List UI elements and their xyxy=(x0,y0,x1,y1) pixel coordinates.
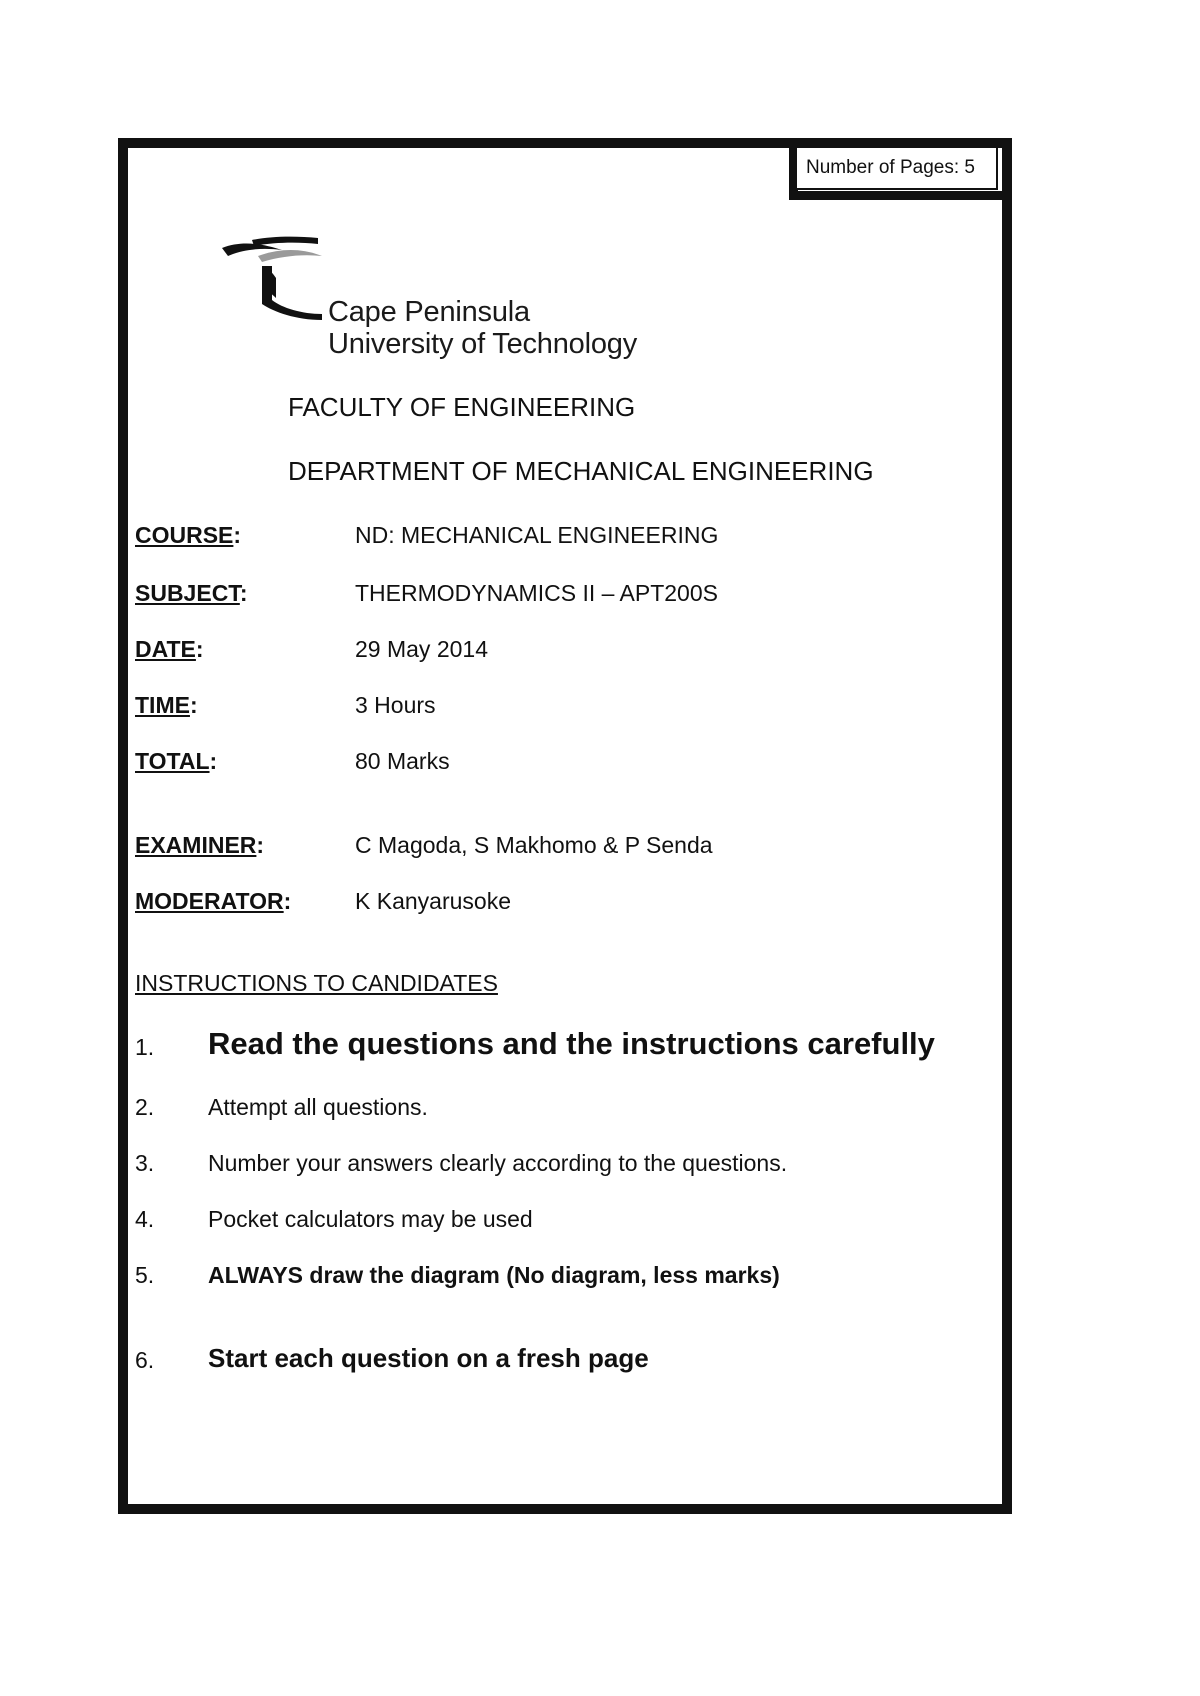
instruction-text: Pocket calculators may be used xyxy=(208,1206,533,1232)
logo-emblem-icon xyxy=(222,236,332,336)
logo-text-line2: University of Technology xyxy=(328,328,637,360)
logo-text-line1: Cape Peninsula xyxy=(328,296,530,328)
instruction-text: Read the questions and the instructions carefully xyxy=(208,1026,935,1061)
course-value: ND: MECHANICAL ENGINEERING xyxy=(355,522,719,548)
instruction-number: 1. xyxy=(135,1034,155,1060)
instruction-text: ALWAYS draw the diagram (No diagram, less marks) xyxy=(208,1262,780,1288)
instructions-title: INSTRUCTIONS TO CANDIDATES xyxy=(135,970,498,996)
department-heading: DEPARTMENT OF MECHANICAL ENGINEERING xyxy=(288,456,874,486)
examiner-value: C Magoda, S Makhomo & P Senda xyxy=(355,832,713,858)
subject-label: SUBJECT: xyxy=(135,580,248,606)
instruction-number: 6. xyxy=(135,1347,155,1373)
date-value: 29 May 2014 xyxy=(355,636,488,662)
total-value: 80 Marks xyxy=(355,748,450,774)
number-of-pages: Number of Pages: 5 xyxy=(795,146,998,190)
university-logo xyxy=(222,236,642,366)
instruction-text: Attempt all questions. xyxy=(208,1094,428,1120)
instruction-number: 3. xyxy=(135,1150,155,1176)
time-value: 3 Hours xyxy=(355,692,436,718)
time-label: TIME: xyxy=(135,692,198,718)
instruction-number: 4. xyxy=(135,1206,155,1232)
instruction-text: Start each question on a fresh page xyxy=(208,1343,649,1373)
total-label: TOTAL: xyxy=(135,748,218,774)
faculty-heading: FACULTY OF ENGINEERING xyxy=(288,392,636,422)
moderator-value: K Kanyarusoke xyxy=(355,888,511,914)
instruction-text: Number your answers clearly according to the questions. xyxy=(208,1150,788,1176)
examiner-label: EXAMINER: xyxy=(135,832,265,858)
date-label: DATE: xyxy=(135,636,204,662)
moderator-label: MODERATOR: xyxy=(135,888,292,914)
subject-value: THERMODYNAMICS II – APT200S xyxy=(355,580,718,606)
course-label: COURSE: xyxy=(135,522,242,548)
instruction-number: 5. xyxy=(135,1262,155,1288)
instruction-number: 2. xyxy=(135,1094,155,1120)
